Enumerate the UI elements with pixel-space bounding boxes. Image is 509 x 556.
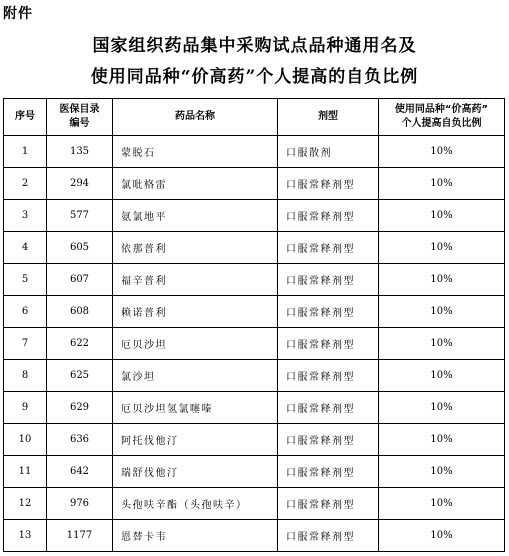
col-header-ratio-line1: 使用同品种“价高药” bbox=[394, 104, 489, 115]
col-header-catalog-line1: 医保目录 bbox=[59, 104, 100, 115]
col-header-no: 序号 bbox=[4, 99, 47, 136]
row-ratio: 10% bbox=[379, 232, 505, 264]
table-row bbox=[4, 168, 505, 200]
row-catalog-code: 976 bbox=[47, 488, 113, 520]
row-number: 6 bbox=[4, 296, 47, 328]
drug-table bbox=[3, 98, 505, 552]
row-drug-name: 厄贝沙坦 bbox=[113, 328, 278, 360]
row-catalog-code: 608 bbox=[47, 296, 113, 328]
row-number: 8 bbox=[4, 360, 47, 392]
row-number: 3 bbox=[4, 200, 47, 232]
row-ratio: 10% bbox=[379, 392, 505, 424]
row-catalog-code: 607 bbox=[47, 264, 113, 296]
col-header-catalog-line2: 编号 bbox=[69, 118, 90, 129]
table-row bbox=[4, 488, 505, 520]
col-header-ratio-line2: 个人提高自负比例 bbox=[401, 118, 482, 129]
row-catalog-code: 605 bbox=[47, 232, 113, 264]
row-catalog-code: 636 bbox=[47, 424, 113, 456]
row-number: 11 bbox=[4, 456, 47, 488]
table-row bbox=[4, 136, 505, 168]
row-dosage-form: 口服散剂 bbox=[278, 136, 379, 168]
row-drug-name: 恩替卡韦 bbox=[113, 520, 278, 552]
col-header-dosage-form: 剂型 bbox=[278, 99, 379, 136]
row-ratio: 10% bbox=[379, 136, 505, 168]
table-row bbox=[4, 424, 505, 456]
row-drug-name: 瑞舒伐他汀 bbox=[113, 456, 278, 488]
table-row bbox=[4, 392, 505, 424]
row-dosage-form: 口服常释剂型 bbox=[278, 232, 379, 264]
row-catalog-code: 1177 bbox=[47, 520, 113, 552]
table-row bbox=[4, 200, 505, 232]
row-ratio: 10% bbox=[379, 360, 505, 392]
row-catalog-code: 629 bbox=[47, 392, 113, 424]
row-catalog-code: 577 bbox=[47, 200, 113, 232]
row-dosage-form: 口服常释剂型 bbox=[278, 392, 379, 424]
row-number: 13 bbox=[4, 520, 47, 552]
row-drug-name: 福辛普利 bbox=[113, 264, 278, 296]
row-dosage-form: 口服常释剂型 bbox=[278, 456, 379, 488]
row-ratio: 10% bbox=[379, 168, 505, 200]
table-row bbox=[4, 360, 505, 392]
row-dosage-form: 口服常释剂型 bbox=[278, 520, 379, 552]
row-ratio: 10% bbox=[379, 456, 505, 488]
row-catalog-code: 622 bbox=[47, 328, 113, 360]
row-catalog-code: 294 bbox=[47, 168, 113, 200]
row-dosage-form: 口服常释剂型 bbox=[278, 168, 379, 200]
row-dosage-form: 口服常释剂型 bbox=[278, 328, 379, 360]
row-number: 10 bbox=[4, 424, 47, 456]
row-ratio: 10% bbox=[379, 200, 505, 232]
row-ratio: 10% bbox=[379, 328, 505, 360]
row-number: 9 bbox=[4, 392, 47, 424]
document-title-line1: 国家组织药品集中采购试点品种通用名及 bbox=[92, 36, 417, 56]
row-catalog-code: 642 bbox=[47, 456, 113, 488]
row-drug-name: 蒙脱石 bbox=[113, 136, 278, 168]
row-drug-name: 氯吡格雷 bbox=[113, 168, 278, 200]
table-row bbox=[4, 296, 505, 328]
row-catalog-code: 625 bbox=[47, 360, 113, 392]
document-title-line2: 使用同品种“价高药”个人提高的自负比例 bbox=[90, 67, 419, 87]
row-drug-name: 头孢呋辛酯（头孢呋辛） bbox=[113, 488, 278, 520]
row-dosage-form: 口服常释剂型 bbox=[278, 488, 379, 520]
row-number: 4 bbox=[4, 232, 47, 264]
row-ratio: 10% bbox=[379, 488, 505, 520]
col-header-drug-name: 药品名称 bbox=[113, 99, 278, 136]
row-drug-name: 厄贝沙坦氢氯噻嗪 bbox=[113, 392, 278, 424]
attachment-label: 附件 bbox=[3, 6, 33, 22]
table-row bbox=[4, 264, 505, 296]
row-catalog-code: 135 bbox=[47, 136, 113, 168]
row-ratio: 10% bbox=[379, 520, 505, 552]
table-row bbox=[4, 232, 505, 264]
row-number: 12 bbox=[4, 488, 47, 520]
table-row bbox=[4, 328, 505, 360]
row-ratio: 10% bbox=[379, 264, 505, 296]
col-header-catalog-code bbox=[47, 99, 113, 136]
row-drug-name: 依那普利 bbox=[113, 232, 278, 264]
table-row bbox=[4, 520, 505, 552]
row-ratio: 10% bbox=[379, 424, 505, 456]
table-header-row bbox=[4, 99, 505, 136]
row-ratio: 10% bbox=[379, 296, 505, 328]
row-dosage-form: 口服常释剂型 bbox=[278, 200, 379, 232]
row-drug-name: 阿托伐他汀 bbox=[113, 424, 278, 456]
row-number: 2 bbox=[4, 168, 47, 200]
row-dosage-form: 口服常释剂型 bbox=[278, 296, 379, 328]
row-number: 7 bbox=[4, 328, 47, 360]
row-drug-name: 赖诺普利 bbox=[113, 296, 278, 328]
row-number: 5 bbox=[4, 264, 47, 296]
row-drug-name: 氨氯地平 bbox=[113, 200, 278, 232]
row-dosage-form: 口服常释剂型 bbox=[278, 264, 379, 296]
row-drug-name: 氯沙坦 bbox=[113, 360, 278, 392]
row-dosage-form: 口服常释剂型 bbox=[278, 360, 379, 392]
row-dosage-form: 口服常释剂型 bbox=[278, 424, 379, 456]
row-number: 1 bbox=[4, 136, 47, 168]
col-header-ratio bbox=[379, 99, 505, 136]
table-row bbox=[4, 456, 505, 488]
